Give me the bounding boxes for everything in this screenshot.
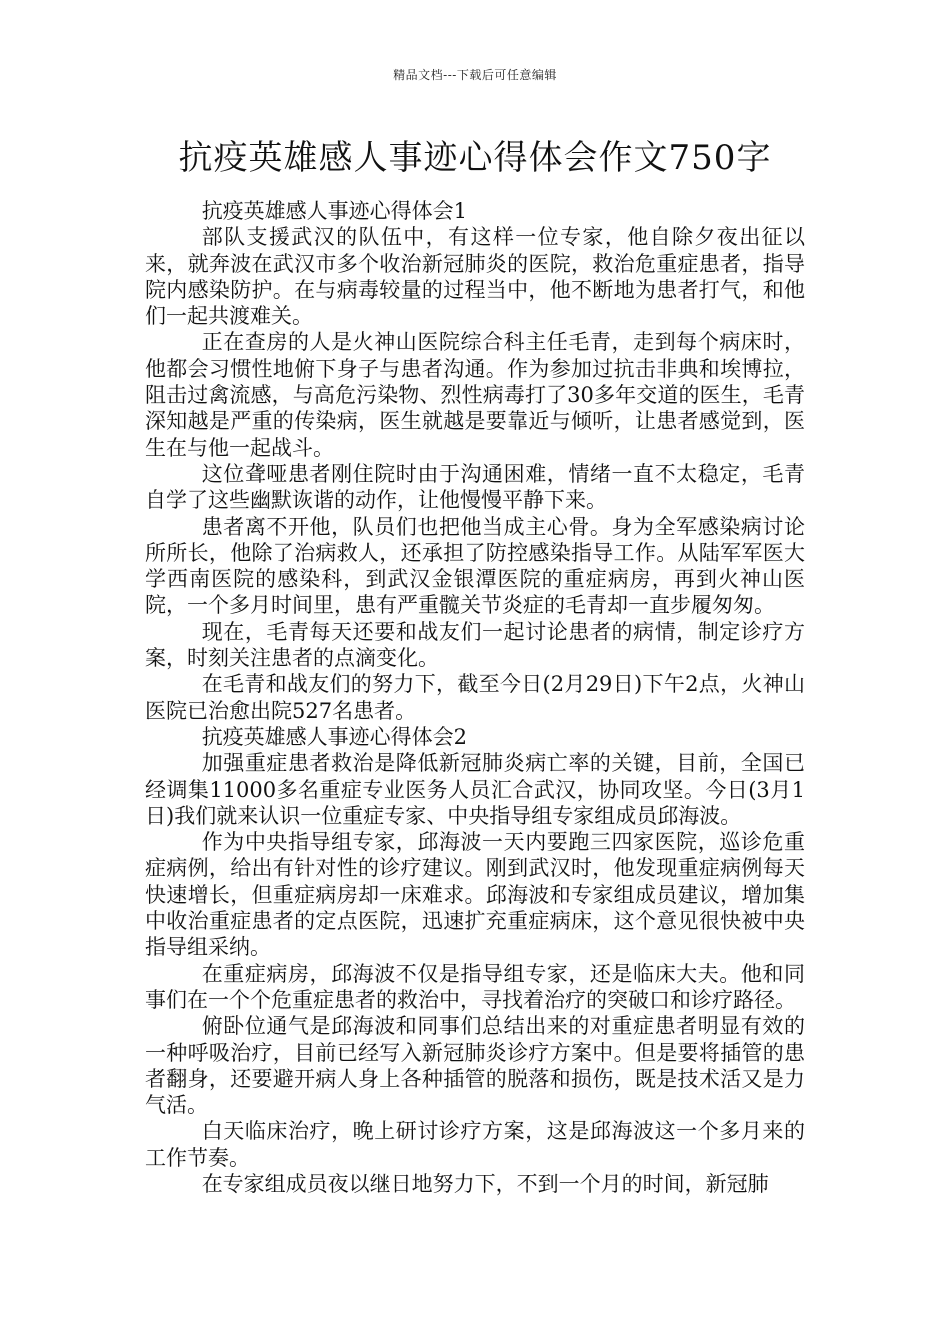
page-header-note: 精品文档---下载后可任意编辑 [393, 68, 557, 82]
section-heading-1: 抗疫英雄感人事迹心得体会1 [201, 199, 468, 223]
paragraph: 加强重症患者救治是降低新冠肺炎病亡率的关键，目前，全国已经调集11000多名重症专业医务人员汇合武汉，协同攻坚。今日(3月1日)我们就来认识一位重症专家、中央指导组专家组成员邱海波。 [145, 751, 805, 828]
paragraph: 在重症病房，邱海波不仅是指导组专家，还是临床大夫。他和同事们在一个个危重症患者的救治中，寻找着治疗的突破口和诊疗路径。 [145, 961, 805, 1012]
paragraph: 部队支援武汉的队伍中，有这样一位专家，他自除夕夜出征以来，就奔波在武汉市多个收治新冠肺炎的医院，救治危重症患者，指导院内感染防护。在与病毒较量的过程当中，他不断地为患者打气，和他们一起共渡难关。 [145, 225, 805, 329]
paragraph: 作为中央指导组专家，邱海波一天内要跑三四家医院，巡诊危重症病例，给出有针对性的诊疗建议。刚到武汉时，他发现重症病例每天快速增长，但重症病房却一床难求。邱海波和专家组成员建议，增加集中收治重症患者的定点医院，迅速扩充重症病床，这个意见很快被中央指导组采纳。 [145, 830, 805, 960]
section-heading-2: 抗疫英雄感人事迹心得体会2 [201, 724, 468, 749]
paragraph: 白天临床治疗，晚上研讨诊疗方案，这是邱海波这一个多月来的工作节奏。 [145, 1119, 805, 1170]
paragraph: 这位聋哑患者刚住院时由于沟通困难，情绪一直不太稳定，毛青自学了这些幽默诙谐的动作，让他慢慢平静下来。 [145, 461, 805, 513]
paragraph: 在专家组成员夜以继日地努力下，不到一个月的时间，新冠肺 [201, 1171, 769, 1196]
paragraph: 现在，毛青每天还要和战友们一起讨论患者的病情，制定诊疗方案，时刻关注患者的点滴变化。 [145, 619, 805, 671]
paragraph: 正在查房的人是火神山医院综合科主任毛青，走到每个病床时，他都会习惯性地俯下身子与患者沟通。作为参加过抗击非典和埃博拉，阻击过禽流感，与高危污染物、烈性病毒打了30多年交道的医生，毛青深知越是严重的传染病，医生就越是要靠近与倾听，让患者感觉到，医生在与他一起战斗。 [145, 330, 805, 460]
paragraph: 在毛青和战友们的努力下，截至今日(2月29日)下午2点，火神山医院已治愈出院527名患者。 [145, 672, 805, 723]
paragraph: 俯卧位通气是邱海波和同事们总结出来的对重症患者明显有效的一种呼吸治疗，目前已经写入新冠肺炎诊疗方案中。但是要将插管的患者翻身，还要避开病人身上各种插管的脱落和损伤，既是技术活又是力气活。 [145, 1014, 805, 1118]
paragraph: 患者离不开他，队员们也把他当成主心骨。身为全军感染病讨论所所长，他除了治病救人，还承担了防控感染指导工作。从陆军军医大学西南医院的感染科，到武汉金银潭医院的重症病房，再到火神山医院，一个多月时间里，患有严重髋关节炎症的毛青却一直步履匆匆。 [145, 514, 805, 618]
document-title: 抗疫英雄感人事迹心得体会作文750字 [178, 138, 772, 178]
document-body [145, 198, 805, 1197]
